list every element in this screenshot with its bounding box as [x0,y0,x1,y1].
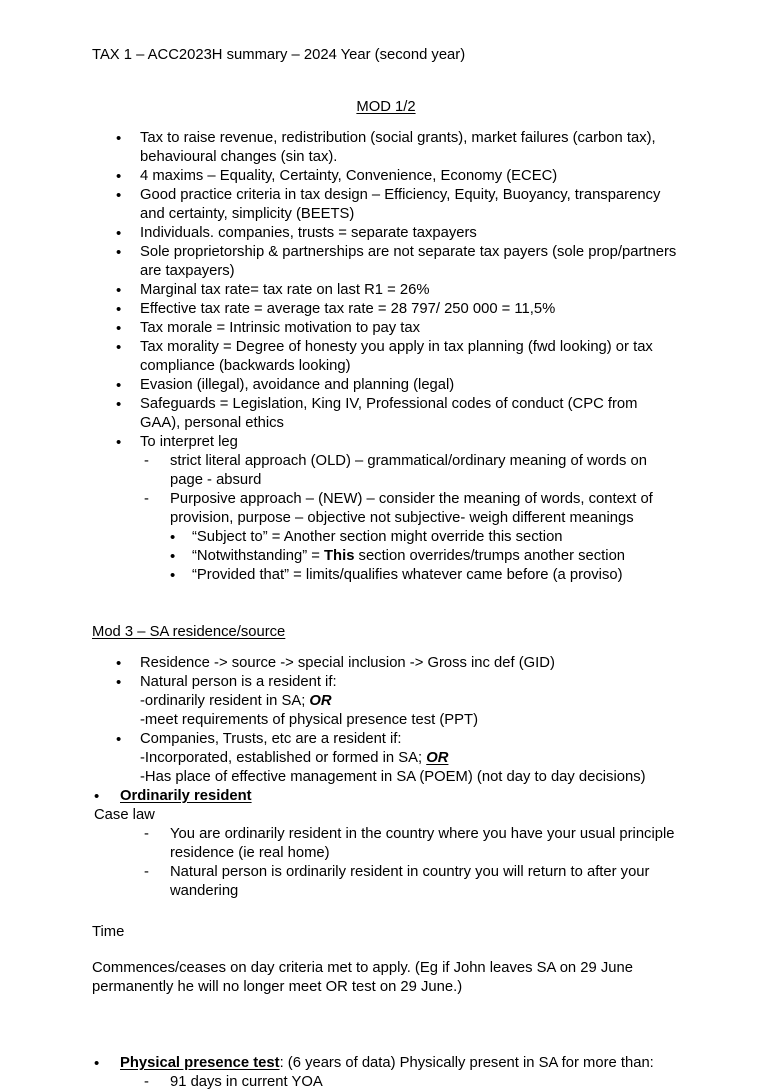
list-item [92,547,680,566]
mod-heading: MOD 1/2 [356,99,416,115]
spacer [92,642,680,654]
ppt-dash-list [92,1073,680,1092]
natural-person-line2: -meet requirements of physical presence test (PPT) [140,712,478,728]
ppt-bullet-list [92,1054,680,1073]
list-item: • 4 maxims – Equality, Certainty, Convenience, Economy (ECEC) [92,167,680,186]
notwithstanding-pre: “Notwithstanding” = [192,548,325,564]
spacer [92,942,680,959]
list-item [92,1054,680,1073]
ppt-heading: Physical presence test [120,1055,280,1071]
notwithstanding-emphasis: This [324,548,355,564]
list-item: • “Provided that” = limits/qualifies whatever came before (a proviso) [92,566,680,585]
list-item: - You are ordinarily resident in the country where you have your usual principle residence (ie real home) [92,825,680,863]
ordinarily-resident-heading: Ordinarily resident [120,788,252,804]
companies-line2: -Has place of effective management in SA (POEM) (not day to day decisions) [140,769,646,785]
list-item: • Good practice criteria in tax design – Efficiency, Equity, Buoyancy, transparency and certainty, simplicity (BEETS) [92,186,680,224]
ppt-rest: : (6 years of data) Physically present in SA for more than: [279,1055,654,1071]
mod3-bullet-list [92,654,680,787]
list-item: • Tax to raise revenue, redistribution (social grants), market failures (carbon tax), behavioural changes (sin tax). [92,129,680,167]
document-title: TAX 1 – ACC2023H summary – 2024 Year (second year) [92,47,466,63]
list-item [92,730,680,787]
section-heading-mod3: Mod 3 – SA residence/source [92,624,286,640]
ordinarily-resident-list [92,787,680,806]
spacer [92,117,680,129]
natural-person-line1-pre: -ordinarily resident in SA; [140,693,310,709]
companies-label: Companies, Trusts, etc are a resident if: [140,731,402,747]
interpret-subbullet-list [92,528,680,585]
list-item: • Tax morale = Intrinsic motivation to pay tax [92,319,680,338]
list-item: • Marginal tax rate= tax rate on last R1 = 26% [92,281,680,300]
notwithstanding-post: section overrides/trumps another section [354,548,626,564]
list-item [92,673,680,730]
list-item: • Evasion (illegal), avoidance and planning (legal) [92,376,680,395]
list-item: • To interpret leg [92,433,680,452]
spacer [92,901,680,923]
natural-person-label: Natural person is a resident if: [140,674,337,690]
list-item: - 91 days in current YOA [92,1073,680,1092]
case-law-dash-list [92,825,680,901]
list-item: • Effective tax rate = average tax rate = 28 797/ 250 000 = 11,5% [92,300,680,319]
list-item: • Residence -> source -> special inclusion -> Gross inc def (GID) [92,654,680,673]
list-item: - Natural person is ordinarily resident in country you will return to after your wandering [92,863,680,901]
spacer [92,997,680,1035]
time-label: Time [92,924,125,940]
mod1-bullet-list [92,129,680,452]
list-item: • Safeguards = Legislation, King IV, Professional codes of conduct (CPC from GAA), personal ethics [92,395,680,433]
time-paragraph: Commences/ceases on day criteria met to apply. (Eg if John leaves SA on 29 June permanently he will no longer meet OR test on 29 June.) [92,960,633,995]
list-item: - Purposive approach – (NEW) – consider the meaning of words, context of provision, purpose – objective not subjective- weigh different meanings [92,490,680,528]
spacer [92,585,680,623]
list-item: • Individuals. companies, trusts = separate taxpayers [92,224,680,243]
companies-or-emphasis: OR [426,750,449,766]
list-item [92,787,680,806]
list-item: • “Subject to” = Another section might override this section [92,528,680,547]
list-item: • Sole proprietorship & partnerships are not separate tax payers (sole prop/partners are taxpayers) [92,243,680,281]
case-law-label: Case law [94,807,155,823]
list-item: - strict literal approach (OLD) – grammatical/ordinary meaning of words on page - absurd [92,452,680,490]
mod3-heading-wrap [92,623,680,642]
companies-line1-pre: -Incorporated, established or formed in SA; [140,750,427,766]
interpret-dash-list [92,452,680,528]
natural-person-or-emphasis: OR [309,693,332,709]
spacer [92,1035,680,1054]
list-item: • Tax morality = Degree of honesty you apply in tax planning (fwd looking) or tax compliance (backwards looking) [92,338,680,376]
